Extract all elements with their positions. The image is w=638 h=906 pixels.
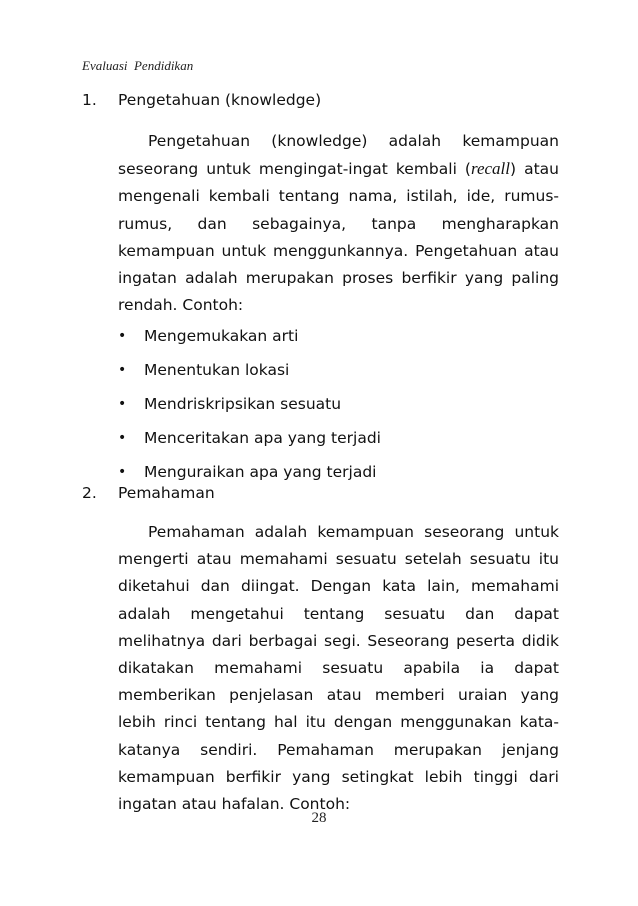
bullet-icon: • [118,430,127,447]
section-paragraph: Pemahaman adalah kemampuan seseorang untuk mengerti atau memahami sesuatu setelah sesuatu itu diketahui dan diingat. Dengan kata lain, memahami adalah mengetahui tentang sesuatu dan dapat melihatnya dari berbagai segi. Seseorang peserta didik dikatakan memahami sesuatu apabila ia dapat memberikan penjelasan atau memberi uraian yang lebih rinci tentang hal itu dengan menggunakan kata-katanya sendiri. Pemahaman merupakan jenjang kemampuan berfikir yang setingkat lebih tinggi dari ingatan atau hafalan. Contoh: [118,523,559,814]
list-item-text: Mengemukakan arti [144,327,299,346]
paragraph-text-after: ) atau mengenali kembali tentang nama, istilah, ide, rumus-rumus, dan sebagainya, tanpa mengharapkan kemampuan untuk menggunkannya. Pengetahuan atau ingatan adalah merupakan proses berfikir yang paling rendah. Contoh: [118,160,560,315]
list-item [118,421,562,455]
bullet-icon: • [118,396,127,413]
section-title: Pemahaman [118,484,215,502]
bullet-icon: • [118,464,127,481]
section-number: 1. [82,91,97,109]
emphasis-term: recall [470,159,511,179]
list-item [118,319,562,353]
section-heading [82,90,562,110]
section-paragraph [118,128,559,319]
section-number: 2. [82,484,97,502]
list-item-text: Menceritakan apa yang terjadi [144,429,381,448]
running-header: Evaluasi Pendidikan [82,58,194,73]
list-item [118,353,562,387]
example-list [118,319,562,489]
list-item [118,387,562,421]
section-pemahaman [82,483,562,818]
list-item-text: Menentukan lokasi [144,361,290,380]
list-item-text: Menguraikan apa yang terjadi [144,463,377,482]
page-number: 28 [311,810,327,826]
section-pengetahuan [82,90,562,489]
bullet-icon: • [118,328,127,345]
section-title: Pengetahuan (knowledge) [118,91,322,109]
section-heading [82,483,562,503]
list-item-text: Mendriskripsikan sesuatu [144,395,342,414]
bullet-icon: • [118,362,127,379]
paragraph-text-before: Pengetahuan (knowledge) adalah kemampuan seseorang untuk mengingat-ingat kembali ( [118,132,559,179]
